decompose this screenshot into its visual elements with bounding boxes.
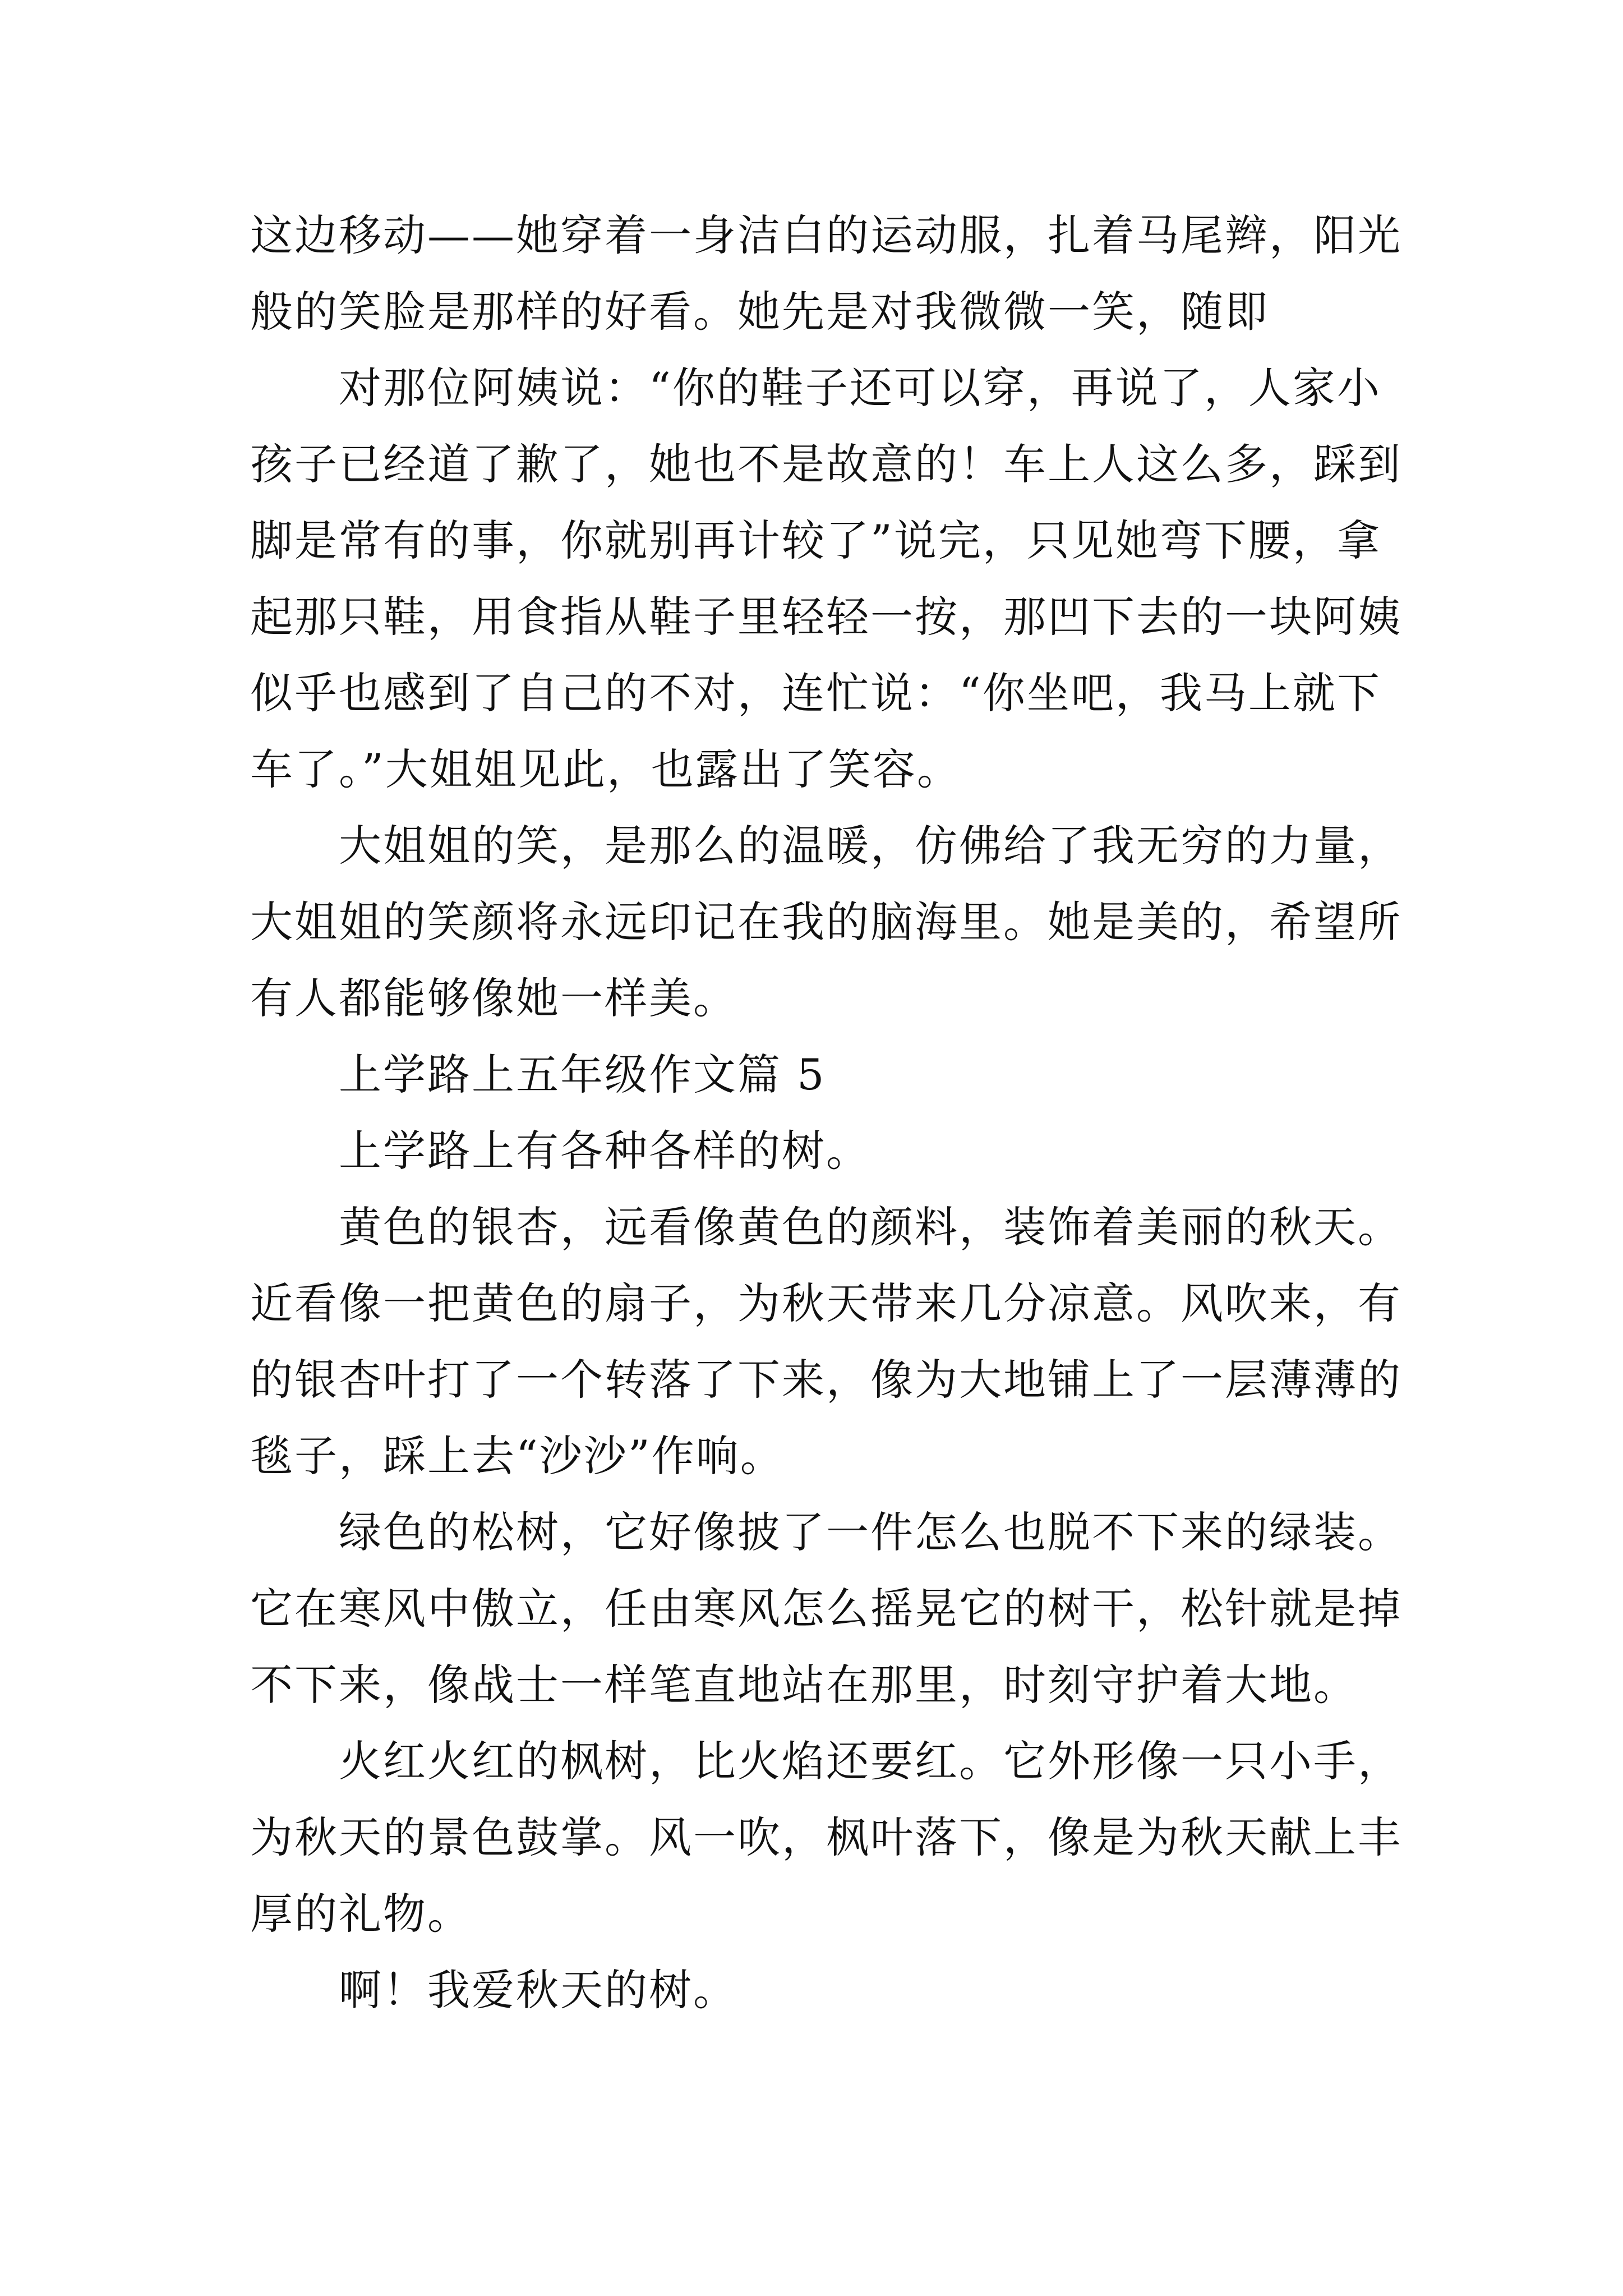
text-line: 不下来，像战士一样笔直地站在那里，时刻守护着大地。 [250, 1660, 1358, 1710]
text-line: 脚是常有的事，你就别再计较了”说完，只见她弯下腰，拿 [250, 516, 1381, 565]
text-line: 黄色的银杏，远看像黄色的颜料，装饰着美丽的秋天。 [339, 1202, 1402, 1252]
text-line: 车了。”大姐姐见此，也露出了笑容。 [250, 744, 961, 794]
text-line: 绿色的松树，它好像披了一件怎么也脱不下来的绿装。 [339, 1507, 1402, 1557]
text-line: 大姐姐的笑颜将永远印记在我的脑海里。她是美的，希望所 [250, 897, 1402, 947]
text-line: 孩子已经道了歉了，她也不是故意的！车上人这么多，踩到 [250, 439, 1402, 489]
text-line: 对那位阿姨说：“你的鞋子还可以穿，再说了，人家小 [339, 363, 1381, 413]
text-line: 大姐姐的笑，是那么的温暖，仿佛给了我无穷的力量， [339, 821, 1402, 871]
text-line: 般的笑脸是那样的好看。她先是对我微微一笑，随即 [250, 287, 1269, 337]
text-line: 有人都能够像她一样美。 [250, 973, 737, 1023]
text-line: 上学路上有各种各样的树。 [339, 1126, 870, 1176]
text-line: 近看像一把黄色的扇子，为秋天带来几分凉意。风吹来，有 [250, 1278, 1402, 1328]
text-line: 起那只鞋，用食指从鞋子里轻轻一按，那凹下去的一块阿姨 [250, 592, 1402, 642]
text-line: 似乎也感到了自己的不对，连忙说：“你坐吧，我马上就下 [250, 668, 1381, 718]
text-line: 的银杏叶打了一个转落了下来，像为大地铺上了一层薄薄的 [250, 1355, 1402, 1405]
text-line: 厚的礼物。 [250, 1889, 472, 1939]
text-line: 这边移动——她穿着一身洁白的运动服，扎着马尾辫，阳光 [250, 210, 1402, 260]
essay-body [250, 197, 1402, 2028]
text-line: 毯子，踩上去“沙沙”作响。 [250, 1431, 785, 1481]
text-line: 为秋天的景色鼓掌。风一吹，枫叶落下，像是为秋天献上丰 [250, 1812, 1402, 1862]
text-line: 上学路上五年级作文篇 5 [339, 1050, 826, 1099]
text-line: 火红火红的枫树，比火焰还要红。它外形像一只小手， [339, 1736, 1402, 1786]
text-line: 啊！我爱秋天的树。 [339, 1965, 737, 2015]
text-line: 它在寒风中傲立，任由寒风怎么摇晃它的树干，松针就是掉 [250, 1584, 1402, 1634]
